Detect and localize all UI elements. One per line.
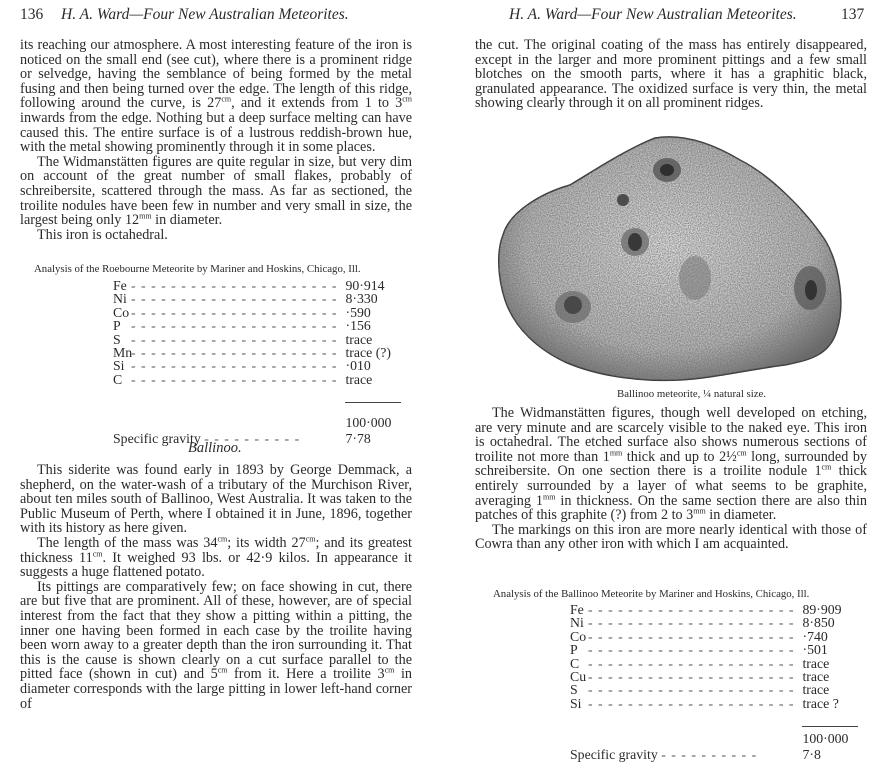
text-line: edge. The length of this ridge, following around the curve, — [20, 80, 413, 112]
unit-superscript: cm — [402, 94, 413, 104]
figure-caption: Ballinoo meteorite, ¼ natural size. — [617, 388, 767, 400]
pitting-icon — [660, 164, 674, 176]
body-text-top — [475, 38, 867, 111]
element-cell — [113, 319, 337, 332]
element-cell — [570, 683, 794, 696]
body-text-ballinoo — [20, 463, 412, 711]
unit-superscript: mm — [139, 211, 152, 221]
text-run: is 27 — [191, 95, 222, 112]
element-cell — [570, 697, 794, 710]
running-head-title: H. A. Ward—Four New Australian Meteorites. — [509, 6, 797, 23]
dot-leader: - - - - - - - - - - - - - - - - - - - - - — [131, 304, 338, 320]
element-symbol: Si — [570, 695, 582, 711]
analysis-row — [113, 306, 401, 319]
element-symbol: Fe — [570, 602, 584, 617]
dot-leader: - - - - - - - - - - - - - - - - - - - - - — [131, 331, 338, 347]
element-cell — [113, 346, 337, 359]
total-cell — [337, 386, 401, 429]
text-run: thick entirely surrounded by a layer of what seems to be graphite, averaging 1 — [475, 463, 867, 509]
analysis-table-ballinoo — [570, 603, 858, 761]
empty-cell — [113, 386, 337, 429]
text-run: in diameter corresponds with the large pitting in lower left-hand corner of — [20, 666, 412, 712]
element-cell — [570, 657, 794, 670]
value-cell: trace — [345, 371, 373, 387]
unit-superscript: cm — [821, 462, 832, 472]
text-run: , and it extends from 1 to 3 — [231, 95, 403, 112]
body-text-middle — [475, 406, 867, 552]
meteorite-illustration — [485, 130, 850, 385]
analysis-caption: Analysis of the Roebourne Meteorite by Mariner and Hoskins, Chicago, Ill. — [34, 263, 361, 275]
dot-leader: - - - - - - - - - - - - - - - - - - - - - — [588, 602, 795, 617]
running-head-title: H. A. Ward—Four New Australian Meteorites. — [61, 6, 349, 23]
analysis-row — [570, 697, 858, 710]
empty-cell — [570, 710, 794, 745]
body-text-top — [20, 38, 412, 242]
specific-gravity-value: 7·78 — [345, 431, 371, 447]
total-value: 100·000 — [802, 730, 849, 746]
value-cell: trace — [802, 655, 830, 671]
text-run: thick and up to 2½ — [622, 448, 737, 465]
page-number: 136 — [20, 6, 44, 23]
unit-superscript: cm — [384, 665, 395, 675]
element-symbol: Ni — [570, 615, 584, 631]
pitting-icon — [628, 233, 642, 251]
text-run: from it. Here a troilite 3 — [227, 666, 385, 683]
value-cell: 8·330 — [345, 291, 378, 307]
element-symbol: Cu — [570, 669, 587, 685]
text-run: in diameter. — [705, 507, 777, 524]
dot-leader: - - - - - - - - - - — [204, 431, 301, 447]
dot-leader: - - - - - - - - - - - - - - - - - - - - - — [588, 695, 795, 711]
value-cell: ·156 — [345, 318, 371, 334]
element-symbol: C — [113, 371, 123, 387]
element-symbol: P — [113, 318, 121, 334]
value-cell: 89·909 — [802, 602, 842, 617]
pitting-icon — [805, 280, 817, 300]
value-cell: ·590 — [345, 304, 371, 320]
element-cell — [113, 279, 337, 292]
total-value: 100·000 — [345, 414, 392, 430]
analysis-caption: Analysis of the Ballinoo Meteorite by Mariner and Hoskins, Chicago, Ill. — [493, 588, 810, 600]
analysis-row — [570, 603, 858, 616]
text-run: in thickness. On the same section there are also thin patches of this graphite (?) from 2 to 3 — [475, 492, 867, 524]
dot-leader: - - - - - - - - - - - - - - - - - - - - - — [131, 318, 338, 334]
element-symbol: Fe — [113, 278, 127, 293]
value-cell: trace (?) — [345, 345, 392, 361]
element-symbol: P — [570, 642, 578, 658]
text-run: The Widmanstätten figures are quite regular in size, but very dim on account of the great number of small flakes, probably of schreibersite, scattered through the mass. As far as sectioned, the troilite nodules have been few in number and very small in size, the largest being only 12 — [20, 153, 412, 229]
paragraph-cowra: The markings on this iron are more nearly identical with those of Cowra than any other iron with which I am acquainted. — [475, 521, 867, 553]
element-symbol: Si — [113, 358, 125, 374]
value-cell: trace — [802, 682, 830, 698]
analysis-row — [113, 359, 401, 372]
text-line: the iron is noticed on the small end (see cut), where there is a — [20, 37, 413, 68]
section-heading: Ballinoo. — [188, 440, 242, 456]
value-cell: 8·850 — [802, 615, 835, 631]
analysis-row — [570, 657, 858, 670]
value-cell: ·740 — [802, 628, 828, 644]
dot-leader: - - - - - - - - - - - - - - - - - - - - - — [588, 615, 795, 631]
text-run: Nothing but a deep surface melting can have caused this. The entire surface is of a lustrous reddish-brown hue, with the metal showing prominently through it in some places. — [20, 109, 413, 156]
paragraph-continued — [20, 38, 412, 155]
paragraph-discovery: This siderite was found early in 1893 by George Demmack, a shepherd, on the water-wash of a tributary of the Murchison River, about ten miles south of Ballinoo, West Australia. It was taken to the Public Museum of Perth, where I obtained it in June, 1896, together with its history as here given. — [20, 462, 412, 537]
element-cell — [113, 373, 337, 386]
element-cell — [570, 643, 794, 656]
text-line: prominent ridge or selvedge, having the semblance of being — [20, 51, 413, 83]
unit-superscript: cm — [217, 534, 228, 544]
total-rule — [802, 726, 858, 727]
unit-superscript: cm — [217, 665, 228, 675]
text-run: ; its width 27 — [227, 534, 306, 551]
total-rule — [345, 402, 401, 403]
element-symbol: C — [570, 655, 580, 671]
total-cell — [794, 710, 858, 745]
paragraph-widmanstatten — [475, 406, 867, 523]
text-run: Its pittings are comparatively few; on face showing in cut, there are but five that are prominent. All of these, however, are of special interest from the fact that they show a pitting within a pitting, the inner one having been formed in each case by the troilite having been worn away to a greater depth than the iron surrounding it. That this is the cause is shown clearly on a cut surface parallel to the pitted face (shown in cut) and 5 — [20, 578, 412, 683]
text-line: its reaching our atmosphere. A most interesting feature of — [20, 37, 351, 53]
unit-superscript: cm — [221, 94, 232, 104]
dot-leader: - - - - - - - - - - - - - - - - - - - - - — [588, 682, 795, 698]
value-cell: trace — [802, 669, 830, 685]
unit-superscript: mm — [542, 491, 556, 501]
dot-leader: - - - - - - - - - - — [661, 747, 758, 762]
text-run: inwards from the edge. — [20, 109, 152, 126]
specific-gravity-label: Specific gravity — [113, 431, 201, 447]
dot-leader: - - - - - - - - - - - - - - - - - - - - - — [588, 628, 795, 644]
dot-leader: - - - - - - - - - - - - - - - - - - - - - — [131, 278, 338, 293]
element-cell — [113, 292, 337, 305]
total-row — [570, 710, 858, 745]
unit-superscript: mm — [609, 448, 623, 458]
text-run: in diameter. — [151, 212, 223, 229]
text-run: The Widmanstätten figures, though well developed on etching, are very minute and are scarcely visible to the naked eye. This iron is octahedral. The etched surface also shows numerous sections of troilite not more than 1 — [475, 405, 867, 465]
specific-gravity-label: Specific gravity — [570, 747, 658, 762]
element-cell — [113, 306, 337, 319]
analysis-row — [570, 616, 858, 629]
unit-superscript: mm — [693, 506, 706, 516]
text-line: formed by the metal fusing and then being turned over the — [20, 66, 412, 97]
unit-superscript: cm — [736, 448, 747, 458]
total-row — [113, 386, 401, 429]
element-cell — [570, 670, 794, 683]
specific-gravity-row — [570, 745, 858, 761]
analysis-row — [113, 346, 401, 359]
text-run: . It weighed 93 lbs. or 42·9 kilos. In appearance it suggests a huge flattened potato. — [20, 549, 412, 581]
analysis-row — [570, 643, 858, 656]
element-cell — [570, 603, 794, 616]
value-cell: trace ? — [802, 695, 839, 711]
paragraph-pittings — [20, 580, 412, 711]
analysis-row — [570, 630, 858, 643]
analysis-row — [113, 279, 401, 292]
pitting-icon — [564, 296, 582, 314]
unit-superscript: cm — [305, 534, 316, 544]
element-cell — [113, 333, 337, 346]
unit-superscript: cm — [92, 548, 103, 558]
specific-gravity-value: 7·8 — [802, 747, 821, 762]
text-run: The length of the mass was 34 — [37, 534, 218, 551]
dot-leader: - - - - - - - - - - - - - - - - - - - - - — [588, 669, 795, 685]
dot-leader: - - - - - - - - - - - - - - - - - - - - - — [131, 345, 338, 361]
analysis-row — [113, 292, 401, 305]
dot-leader: - - - - - - - - - - - - - - - - - - - - - — [588, 655, 795, 671]
value-cell: trace — [345, 331, 373, 347]
paragraph-continued: the cut. The original coating of the mass has entirely disappeared, except in the larger and more prominent pittings and a few small blotches on the smooth parts, where it has a graphitic black, granulated appearance. The oxidized surface is very thin, the metal showing clearly through it on all prominent ridges. — [475, 37, 867, 112]
specific-gravity-label-cell — [570, 745, 794, 761]
analysis-row — [113, 333, 401, 346]
value-cell: ·010 — [345, 358, 371, 374]
right-page — [475, 0, 890, 762]
element-symbol: Co — [113, 304, 130, 320]
dot-leader: - - - - - - - - - - - - - - - - - - - - - — [131, 358, 338, 374]
element-symbol: Ni — [113, 291, 127, 307]
element-cell — [113, 359, 337, 372]
page-number: 137 — [841, 6, 865, 23]
element-symbol: S — [570, 682, 578, 698]
pitting-icon — [617, 194, 629, 206]
dot-leader: - - - - - - - - - - - - - - - - - - - - - — [588, 642, 795, 658]
element-symbol: Co — [570, 628, 587, 644]
analysis-row — [570, 683, 858, 696]
element-cell — [570, 616, 794, 629]
paragraph-widmanstatten — [20, 155, 412, 228]
value-cell: 90·914 — [345, 278, 385, 293]
analysis-row — [113, 319, 401, 332]
value-cell: ·501 — [802, 642, 828, 658]
text-run: ; and its greatest thickness 11 — [20, 534, 412, 566]
analysis-row — [570, 670, 858, 683]
dot-leader: - - - - - - - - - - - - - - - - - - - - - — [131, 371, 338, 387]
specific-gravity-row — [113, 429, 401, 445]
element-symbol: Mn — [113, 345, 133, 361]
paragraph-dimensions — [20, 536, 412, 580]
paragraph-octahedral: This iron is octahedral. — [37, 226, 168, 243]
left-page — [20, 0, 450, 750]
pitting-icon — [679, 256, 711, 300]
element-cell — [570, 630, 794, 643]
analysis-row — [113, 373, 401, 386]
dot-leader: - - - - - - - - - - - - - - - - - - - - - — [131, 291, 338, 307]
text-run: long, surrounded by schreibersite. On one section there is a troilite nodule 1 — [475, 448, 868, 480]
analysis-table-roebourne — [113, 279, 401, 445]
element-symbol: S — [113, 331, 121, 347]
